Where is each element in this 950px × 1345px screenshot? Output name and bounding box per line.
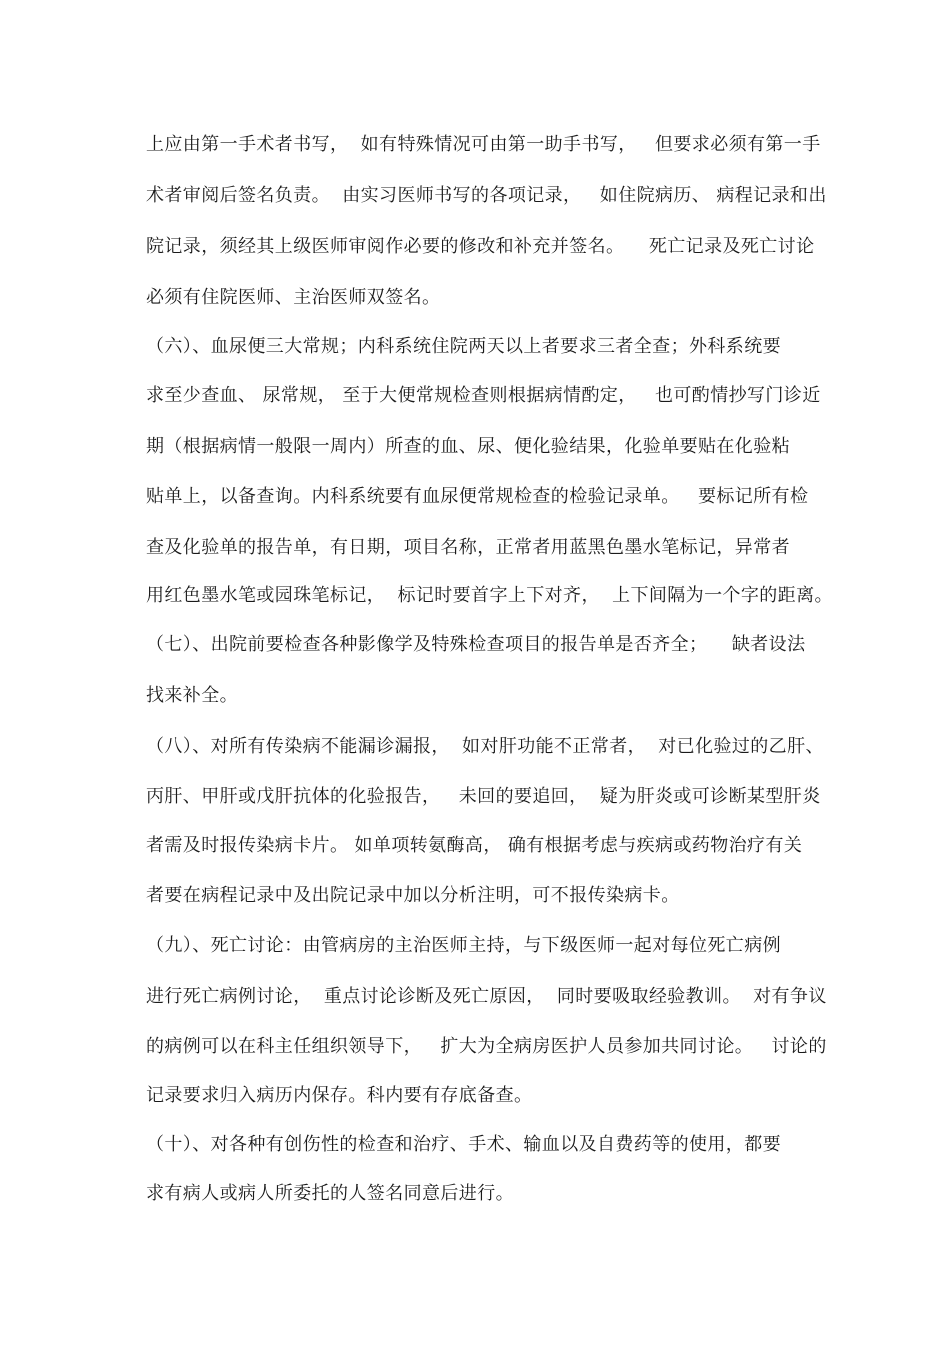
section-eight-line-3: 者需及时报传染病卡片。 如单项转氨酶高， 确有根据考虑与疾病或药物治疗有关	[146, 835, 803, 856]
section-nine-line-3: 的病例可以在科主任组织领导下， 扩大为全病房医护人员参加共同讨论。 讨论的	[146, 1036, 827, 1057]
section-seven-line-2: 找来补全。	[146, 685, 238, 706]
section-ten-line-1: （十）、对各种有创伤性的检查和治疗、手术、输血以及自费药等的使用，都要	[146, 1134, 781, 1155]
section-six-line-1: （六）、血尿便三大常规；内科系统住院两天以上者要求三者全查；外科系统要	[146, 336, 781, 357]
section-ten-line-2: 求有病人或病人所委托的人签名同意后进行。	[146, 1183, 514, 1204]
paragraph-line-2: 术者审阅后签名负责。 由实习医师书写的各项记录， 如住院病历、 病程记录和出	[146, 185, 827, 206]
section-seven-line-1: （七）、出院前要检查各种影像学及特殊检查项目的报告单是否齐全； 缺者设法	[146, 634, 806, 655]
paragraph-line-1: 上应由第一手术者书写， 如有特殊情况可由第一助手书写， 但要求必须有第一手	[146, 134, 821, 155]
section-nine-line-1: （九）、死亡讨论：由管病房的主治医师主持，与下级医师一起对每位死亡病例	[146, 935, 781, 956]
section-six-line-2: 求至少查血、 尿常规， 至于大便常规检查则根据病情酌定， 也可酌情抄写门诊近	[146, 385, 821, 406]
paragraph-line-3: 院记录，须经其上级医师审阅作必要的修改和补充并签名。 死亡记录及死亡讨论	[146, 236, 815, 257]
section-six-line-4: 贴单上，以备查询。内科系统要有血尿便常规检查的检验记录单。 要标记所有检	[146, 486, 809, 507]
paragraph-line-4: 必须有住院医师、主治医师双签名。	[146, 287, 441, 308]
section-six-line-6: 用红色墨水笔或园珠笔标记， 标记时要首字上下对齐， 上下间隔为一个字的距离。	[146, 585, 833, 606]
section-eight-line-2: 丙肝、甲肝或戊肝抗体的化验报告， 未回的要追回， 疑为肝炎或可诊断某型肝炎	[146, 786, 821, 807]
section-nine-line-4: 记录要求归入病历内保存。科内要有存底备查。	[146, 1085, 533, 1106]
section-nine-line-2: 进行死亡病例讨论， 重点讨论诊断及死亡原因， 同时要吸取经验教训。 对有争议	[146, 986, 827, 1007]
section-six-line-3: 期（根据病情一般限一周内）所查的血、尿、便化验结果，化验单要贴在化验粘	[146, 436, 790, 457]
section-eight-line-1: （八）、对所有传染病不能漏诊漏报， 如对肝功能不正常者， 对已化验过的乙肝、	[146, 736, 824, 757]
section-six-line-5: 查及化验单的报告单，有日期，项目名称，正常者用蓝黑色墨水笔标记，异常者	[146, 537, 790, 558]
section-eight-line-4: 者要在病程记录中及出院记录中加以分析注明，可不报传染病卡。	[146, 885, 680, 906]
